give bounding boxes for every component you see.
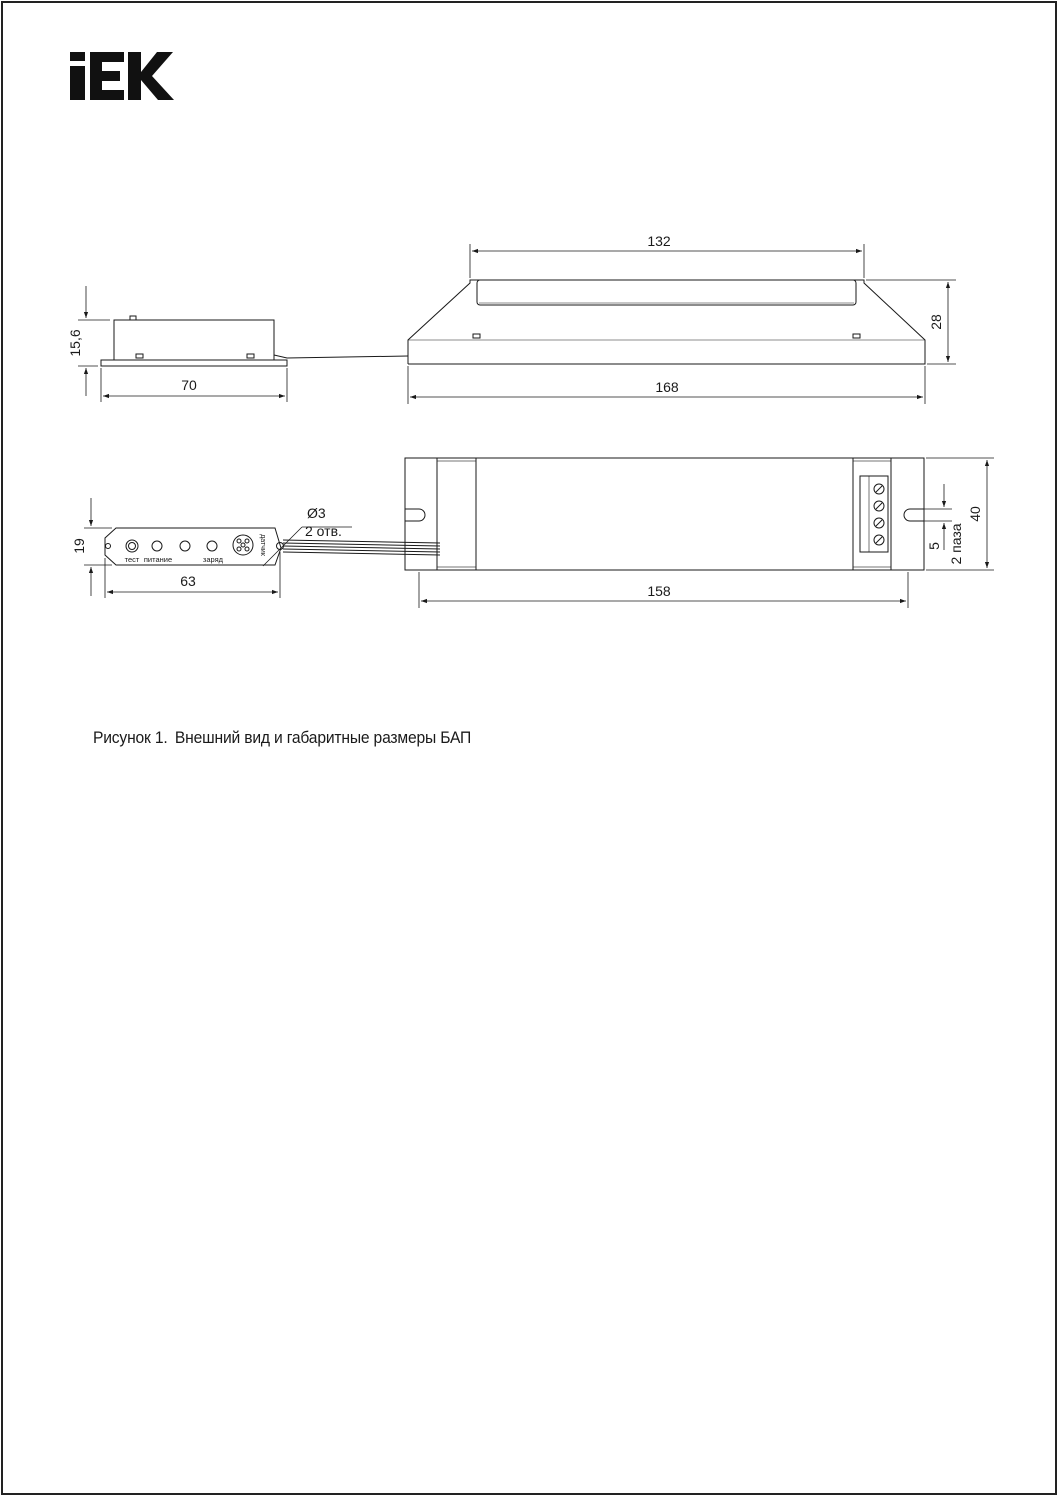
dim-panel-top-height bbox=[84, 498, 112, 596]
main-unit-top-view bbox=[405, 458, 924, 570]
dim-label-slot-count: 2 паза bbox=[948, 523, 964, 565]
dim-label-hole-diameter: Ø3 bbox=[307, 505, 326, 521]
dim-label-main-length: 158 bbox=[647, 583, 671, 599]
dim-slot-width bbox=[912, 484, 952, 550]
panel-label-sensor: датчик bbox=[259, 534, 266, 556]
panel-label-power: питание bbox=[143, 555, 173, 564]
dim-label-main-width: 40 bbox=[967, 506, 983, 522]
panel-label-test: тест bbox=[124, 555, 140, 564]
dim-label-panel-side-width: 70 bbox=[181, 377, 197, 393]
dim-side-top-width bbox=[470, 244, 864, 278]
dim-label-panel-side-height: 15,6 bbox=[67, 329, 83, 357]
dim-label-side-bottom-width: 168 bbox=[655, 379, 679, 395]
dim-label-panel-top-width: 63 bbox=[180, 573, 196, 589]
figure-caption bbox=[93, 728, 478, 748]
dim-label-panel-top-height: 19 bbox=[71, 538, 87, 554]
main-unit-side-view bbox=[408, 280, 925, 364]
figure-title: Внешний вид и габаритные размеры БАП bbox=[174, 728, 472, 747]
figure-number: Рисунок 1. bbox=[93, 728, 168, 747]
panel-side-view bbox=[101, 316, 408, 366]
technical-drawing bbox=[0, 0, 1061, 700]
panel-label-charge: заряд bbox=[202, 555, 224, 564]
dim-label-side-height: 28 bbox=[928, 314, 944, 330]
dim-label-hole-count: 2 отв. bbox=[305, 523, 342, 539]
dim-label-side-top-width: 132 bbox=[647, 233, 671, 249]
dim-label-slot-width: 5 bbox=[926, 542, 942, 550]
